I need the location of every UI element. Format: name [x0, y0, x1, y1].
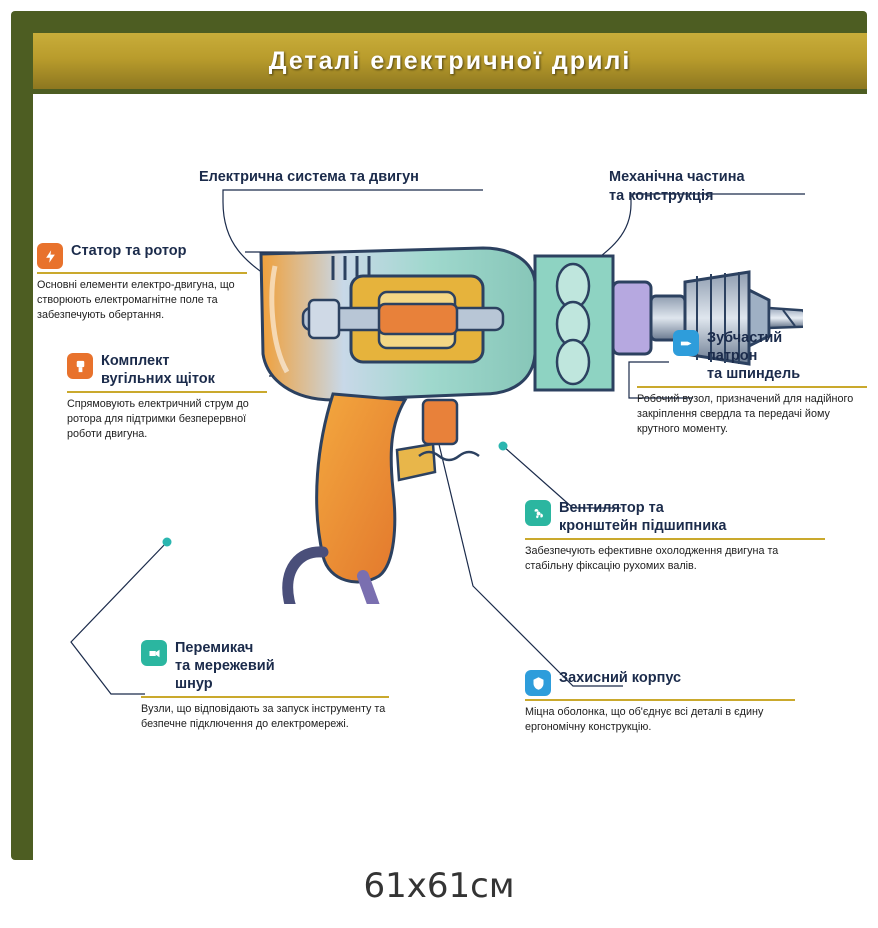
callout-stator-rotor	[37, 242, 247, 323]
brush-icon	[67, 353, 93, 379]
fan-icon	[525, 500, 551, 526]
heading-mechanical-part	[609, 168, 809, 206]
callout-fan-title-line1: Вентилятор та	[559, 500, 664, 516]
callout-chuck-spindle	[637, 329, 867, 437]
size-caption: 61х61см	[363, 866, 515, 906]
callout-stator-rule	[37, 272, 247, 274]
callout-brushes-title	[101, 352, 215, 388]
callout-housing-header	[525, 669, 795, 696]
callout-switch-rule	[141, 696, 389, 698]
poster-title-bar	[33, 33, 867, 89]
callout-fan-bearing	[525, 499, 825, 574]
callout-housing-title: Захисний корпус	[559, 670, 682, 686]
callout-switch-title-line2: та мережевий	[175, 658, 275, 675]
callout-brushes-title-line2: вугільних щіток	[101, 371, 215, 388]
callout-brushes-title-line1: Комплект	[101, 353, 170, 369]
callout-stator-title: Статор та ротор	[71, 243, 187, 259]
callout-brushes-header	[67, 352, 267, 388]
callout-switch-title	[175, 639, 275, 693]
callout-chuck-title-line3: та шпиндель	[707, 366, 801, 383]
callout-fan-title	[559, 499, 726, 535]
callout-chuck-body: Робочий вузол, призначений для надійного закріплення свердла та передачі йому крутного моменту.	[637, 393, 854, 436]
callout-fan-header	[525, 499, 825, 535]
poster-frame	[11, 11, 867, 860]
drill-bit-icon	[673, 330, 699, 356]
heading-mechanical-line1: Механічна частина	[609, 169, 745, 185]
callout-brushes-body: Спрямовують електричний струм до ротора для підтримки безперервної роботи двигуна.	[67, 398, 249, 441]
callout-chuck-title-line2: патрон	[707, 348, 758, 365]
heading-electrical-system	[199, 168, 499, 187]
heading-electrical-text: Електрична система та двигун	[199, 169, 419, 185]
callout-carbon-brushes	[67, 352, 267, 442]
callout-switch-body: Вузли, що відповідають за запуск інструменту та безпечне підключення до електромережі.	[141, 703, 386, 731]
callout-housing-body: Міцна оболонка, що об'єднує всі деталі в єдину ергономічну конструкцію.	[525, 706, 764, 733]
poster-inner	[33, 33, 867, 860]
callout-fan-rule	[525, 538, 825, 540]
callout-chuck-header	[673, 329, 867, 383]
callout-switch-header	[141, 639, 389, 693]
callout-brushes-rule	[67, 391, 267, 393]
bolt-icon	[37, 243, 63, 269]
plug-icon	[141, 640, 167, 666]
callout-chuck-rule	[637, 386, 867, 388]
shield-icon	[525, 670, 551, 696]
callout-chuck-title-line1: Зубчастий	[707, 330, 783, 346]
callout-stator-body: Основні елементи електро-двигуна, що створюють електромагнітне поле та забезпечують обертання.	[37, 279, 235, 321]
callout-switch-title-line3: шнур	[175, 676, 213, 693]
callout-switch-title-line1: Перемикач	[175, 640, 254, 656]
callout-switch-cord	[141, 639, 389, 732]
callout-chuck-title	[707, 329, 800, 383]
page-title: Деталі електричної дрилі	[268, 46, 632, 75]
callout-fan-title-line2: кронштейн підшипника	[559, 518, 727, 535]
callout-fan-body: Забезпечують ефективне охолодження двигуна та стабільну фіксацію рухомих валів.	[525, 545, 779, 573]
callout-stator-header	[37, 242, 247, 269]
callout-protective-housing	[525, 669, 795, 735]
heading-mechanical-line2: та конструкція	[609, 187, 714, 204]
callout-housing-rule	[525, 699, 795, 701]
diagram-canvas	[33, 94, 867, 860]
